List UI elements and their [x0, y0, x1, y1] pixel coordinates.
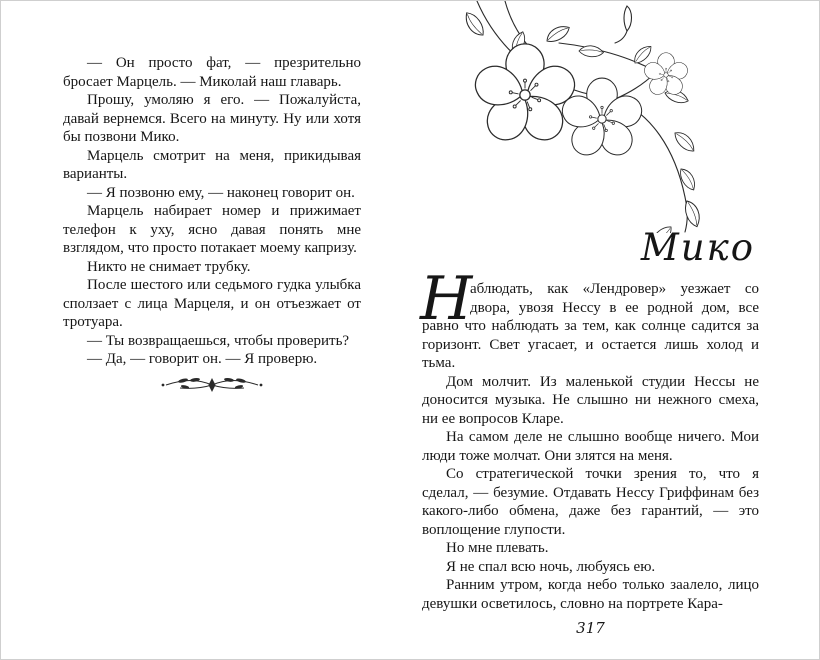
paragraph	[422, 280, 759, 373]
section-divider	[63, 375, 361, 400]
paragraph: Прошу, умоляю я его. — Пожалуйста, давай вернемся. Всего на минуту. Ну или хотя бы позвони Мико.	[63, 92, 361, 145]
paragraph: Но мне плевать.	[446, 540, 549, 556]
paragraph: Дом молчит. Из маленькой студии Нессы не доносится музыка. Не слышно ни нежного смеха, ни ее вопросов Кларе.	[422, 373, 759, 427]
paragraph-text: аблюдать, как «Лендровер» уезжает со двора, увозя Нессу в ее родной дом, все равно что наблюдать за тем, как солнце садится за горизонт. Свет угасает, и остается лишь холод и тьма.	[422, 281, 759, 371]
paragraph: На самом деле не слышно вообще ничего. Мои люди тоже молчат. Они злятся на меня.	[422, 429, 759, 464]
paragraph: Никто не снимает трубку.	[87, 258, 251, 275]
paragraph: — Ты возвращаешься, чтобы проверить?	[87, 332, 350, 349]
paragraph: Ранним утром, когда небо только заалело, лицо девушки осветилось, словно на портрете Кара-	[422, 577, 759, 612]
paragraph: — Да, — говорит он. — Я проверю.	[87, 351, 318, 367]
leaf-flourish-icon	[152, 375, 272, 395]
right-page-text	[422, 280, 759, 613]
paragraph: — Я позвоню ему, — наконец говорит он.	[87, 184, 355, 201]
page-number: 317	[576, 619, 605, 637]
paragraph: — Он просто фат, — презрительно бросает Марцель. — Миколай наш главарь.	[63, 55, 361, 90]
chapter-title: Мико	[640, 226, 755, 269]
paragraph: После шестого или седьмого гудка улыбка сползает с лица Марцеля, и он отъезжает от тротуара.	[63, 277, 361, 330]
left-page-text	[63, 54, 361, 369]
rose-illustration	[419, 1, 771, 233]
wild-roses-icon	[419, 1, 771, 233]
drop-cap: Н	[420, 264, 473, 334]
paragraph: Я не спал всю ночь, любуясь ею.	[446, 558, 656, 575]
paragraph: Со стратегической точки зрения то, что я сделал, — безумие. Отдавать Нессу Гриффинам без какого-либо обмена, даже без гарантий, — это воплощение глупости.	[422, 466, 759, 538]
paragraph: Марцель набирает номер и прижимает телефон к уху, ясно давая понять мне взглядом, что просто потакает моему капризу.	[63, 203, 361, 256]
paragraph: Марцель смотрит на меня, прикидывая варианты.	[63, 147, 361, 182]
drop-cap-spacer	[422, 280, 470, 317]
